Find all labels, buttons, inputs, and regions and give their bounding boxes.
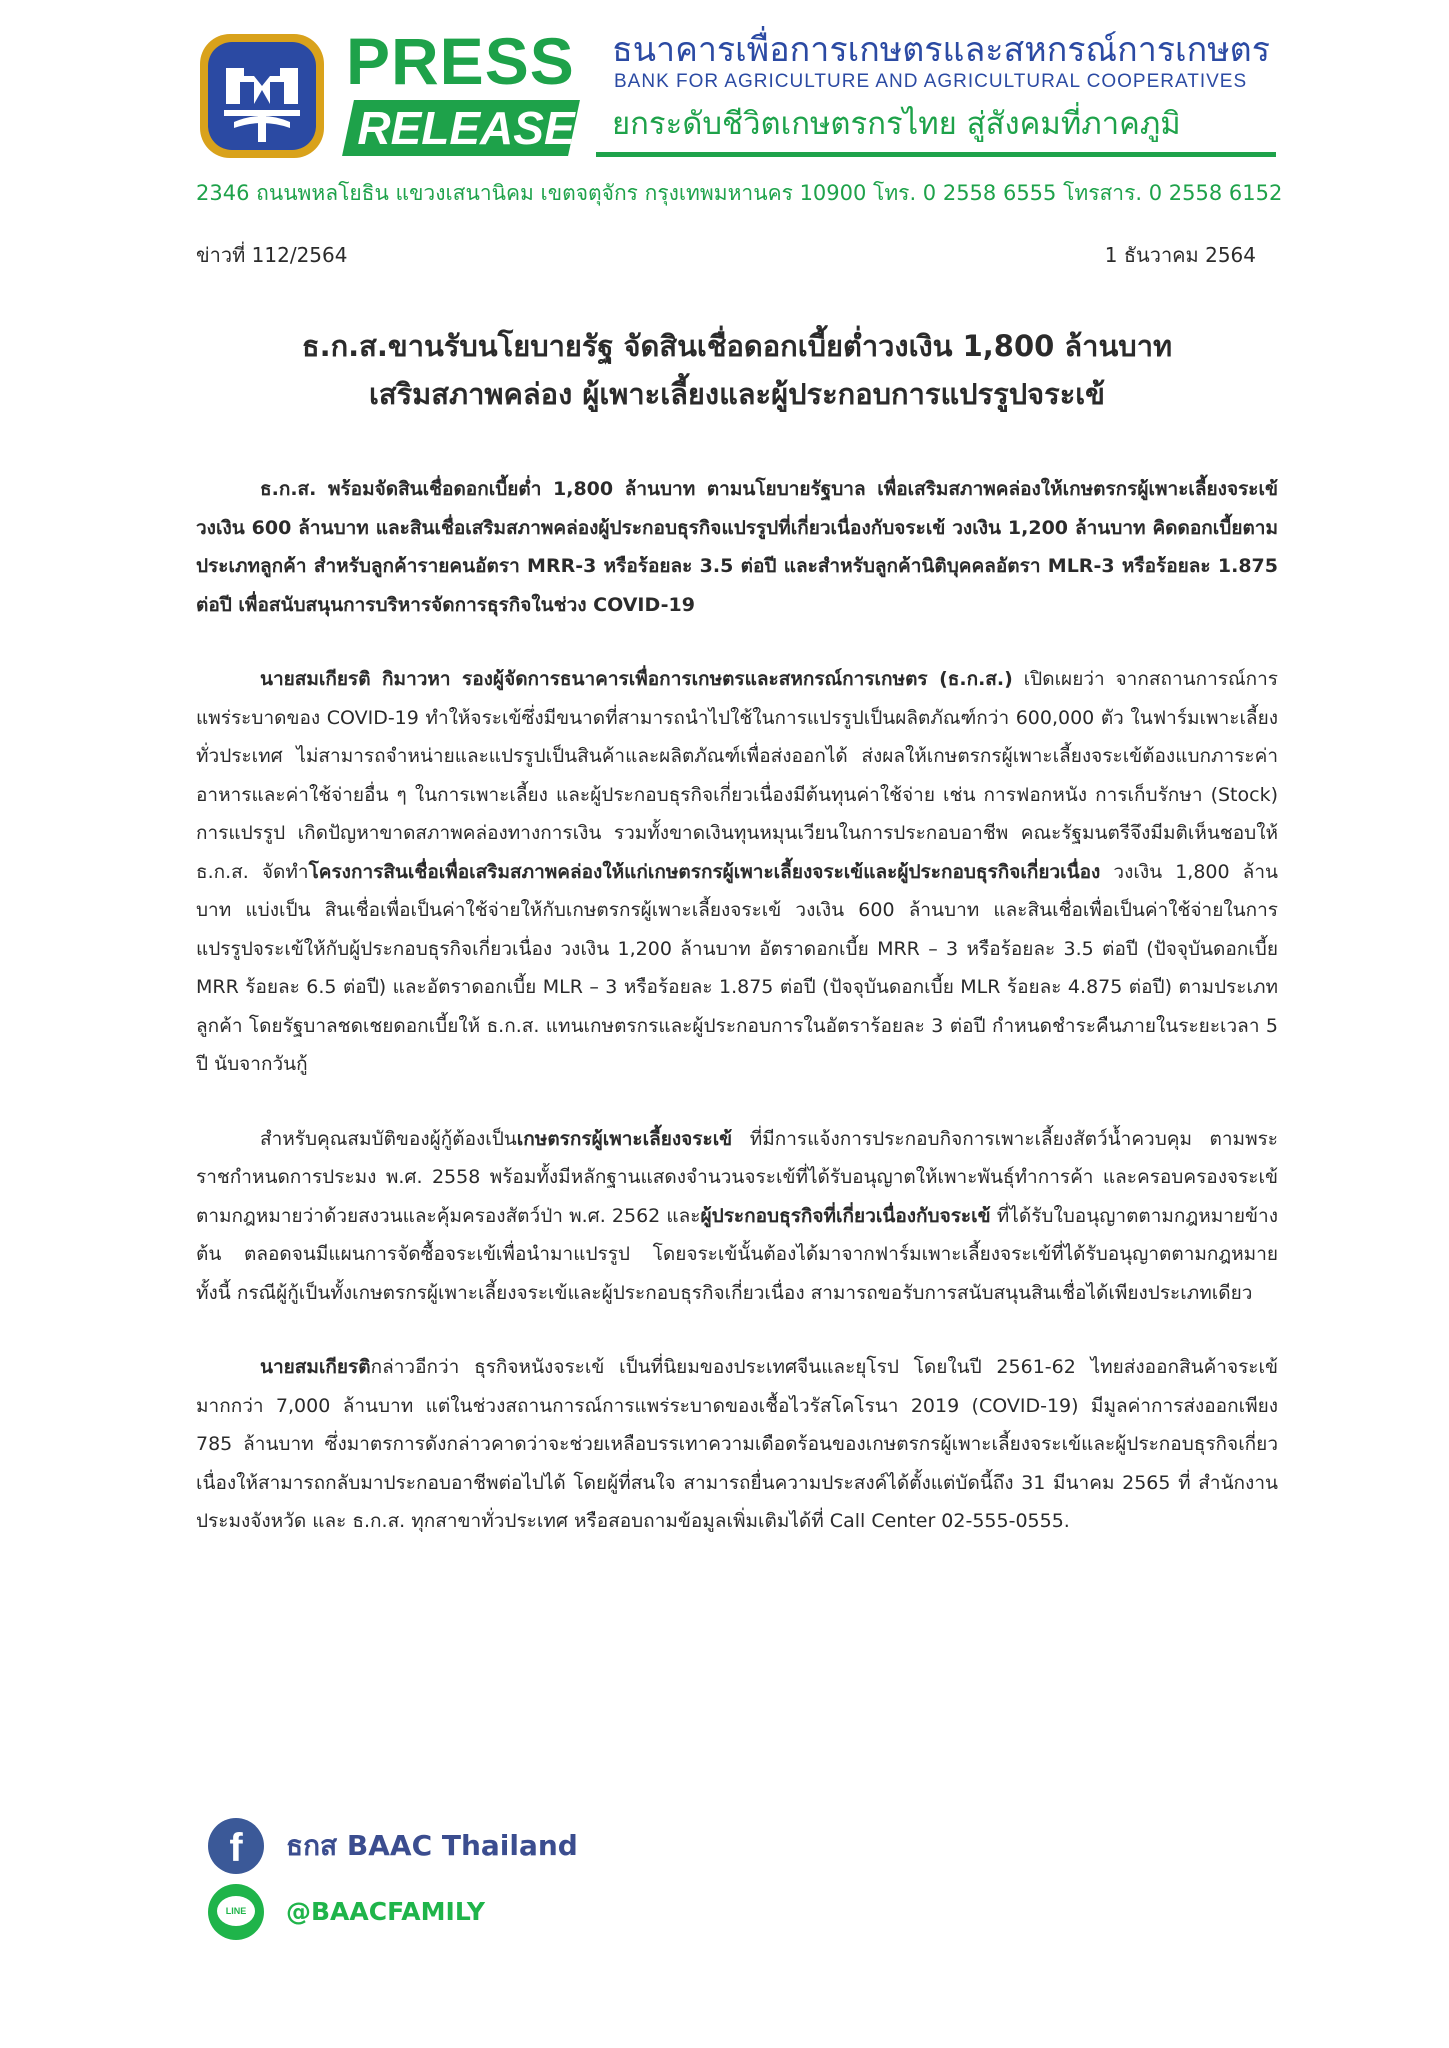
header-divider — [596, 152, 1276, 157]
headline-line-2: เสริมสภาพคล่อง ผู้เพาะเลี้ยงและผู้ประกอบการแปรรูปจระเข้ — [368, 377, 1106, 411]
news-number: ข่าวที่ 112/2564 — [196, 243, 348, 267]
p4-bold-1: นายสมเกียรติ — [260, 1356, 371, 1378]
meta-row — [196, 240, 1278, 270]
facebook-label: ธกส BAAC Thailand — [286, 1829, 578, 1862]
bank-name-thai: ธนาคารเพื่อการเกษตรและสหกรณ์การเกษตร — [612, 30, 1271, 70]
facebook-link[interactable] — [208, 1818, 768, 1878]
release-word: RELEASE — [357, 102, 575, 154]
p2-bold-1: นายสมเกียรติ กิมาวหา รองผู้จัดการธนาคารเพื่อการเกษตรและสหกรณ์การเกษตร (ธ.ก.ส.) — [260, 668, 1013, 690]
p3-text-2: ที่มีการแจ้งการประกอบกิจการเพาะเลี้ยงสัตว์น้ำควบคุม ตามพระราชกำหนดการประมง พ.ศ. 2558 พร้อมทั้งมีหลักฐานแสดงจำนวนจระเข้ที่ได้รับอนุญาตให้เพาะพันธุ์ทำการค้า และครอบครองจระเข้ ตามกฎหมายว่าด้วยสงวนและคุ้มครองสัตว์ป่า พ.ศ. 2562 และ — [196, 1127, 1278, 1227]
address-line: 2346 ถนนพหลโยธิน แขวงเสนานิคม เขตจตุจักร กรุงเทพมหานคร 10900 โทร. 0 2558 6555 โทรสาร. 0 2558 6152 — [196, 181, 1283, 205]
line-label: @BAACFAMILY — [286, 1897, 485, 1926]
paragraph-2 — [196, 660, 1278, 1084]
bank-name-english: BANK FOR AGRICULTURE AND AGRICULTURAL COOPERATIVES — [614, 71, 1248, 92]
press-title — [346, 24, 584, 98]
paragraph-1: ธ.ก.ส. พร้อมจัดสินเชื่อดอกเบี้ยต่ำ 1,800 ล้านบาท ตามนโยบายรัฐบาล เพื่อเสริมสภาพคล่องให้เกษตรกรผู้เพาะเลี้ยงจระเข้ วงเงิน 600 ล้านบาท และสินเชื่อเสริมสภาพคล่องผู้ประกอบธุรกิจแปรรูปที่เกี่ยวเนื่องกับจระเข้ วงเงิน 1,200 ล้านบาท คิดดอกเบี้ยตามประเภทลูกค้า สำหรับลูกค้ารายคนอัตรา MRR-3 หรือร้อยละ 3.5 ต่อปี และสำหรับลูกค้านิติบุคคลอัตรา MLR-3 หรือร้อยละ 1.875 ต่อปี เพื่อสนับสนุนการบริหารจัดการธุรกิจในช่วง COVID-19 — [196, 478, 1278, 616]
p2-text-2: วงเงิน 1,800 ล้านบาท แบ่งเป็น สินเชื่อเพื่อเป็นค่าใช้จ่ายให้กับเกษตรกรผู้เพาะเลี้ยงจระเข้ วงเงิน 600 ล้านบาท และสินเชื่อเพื่อเป็นค่าใช้จ่ายในการแปรรูปจระเข้ให้กับผู้ประกอบธุรกิจเกี่ยวเนื่อง วงเงิน 1,200 ล้านบาท อัตราดอกเบี้ย MRR – 3 หรือร้อยละ 3.5 ต่อปี (ปัจจุบันดอกเบี้ย MRR ร้อยละ 6.5 ต่อปี) และอัตราดอกเบี้ย MLR – 3 หรือร้อยละ 1.875 ต่อปี (ปัจจุบันดอกเบี้ย MLR ร้อยละ 4.875 ต่อปี) ตามประเภทลูกค้า โดยรัฐบาลชดเชยดอกเบี้ยให้ ธ.ก.ส. แทนเกษตรกรและผู้ประกอบการในอัตราร้อยละ 3 ต่อปี กำหนดชำระคืนภายในระยะเวลา 5 ปี นับจากวันกู้ — [196, 860, 1278, 1075]
press-word: PRESS — [346, 24, 575, 98]
headline — [196, 322, 1278, 418]
p2-bold-2: โครงการสินเชื่อเพื่อเสริมสภาพคล่องให้แก่เกษตรกรผู้เพาะเลี้ยงจระเข้และผู้ประกอบธุรกิจเกี่ยวเนื่อง — [308, 860, 1101, 883]
slogan: ยกระดับชีวิตเกษตรกรไทย สู่สังคมที่ภาคภูมิ — [612, 106, 1181, 142]
p3-text-1: สำหรับคุณสมบัติของผู้กู้ต้องเป็น — [260, 1127, 517, 1150]
p3-bold-2: ผู้ประกอบธุรกิจที่เกี่ยวเนื่องกับจระเข้ — [700, 1204, 991, 1227]
p4-text-1: กล่าวอีกว่า ธุรกิจหนังจระเข้ เป็นที่นิยมของประเทศจีนและยุโรป โดยในปี 2561-62 ไทยส่งออกสินค้าจระเข้มากกว่า 7,000 ล้านบาท แต่ในช่วงสถานการณ์การแพร่ระบาดของเชื้อไวรัสโคโรนา 2019 (COVID-19) มีมูลค่าการส่งออกเพียง 785 ล้านบาท ซึ่งมาตรการดังกล่าวคาดว่าจะช่วยเหลือบรรเทาความเดือดร้อนของเกษตรกรผู้เพาะเลี้ยงจระเข้และผู้ประกอบธุรกิจเกี่ยวเนื่องให้สามารถกลับมาประกอบอาชีพต่อไปได้ โดยผู้ที่สนใจ สามารถยื่นความประสงค์ได้ตั้งแต่บัดนี้ถึง 31 มีนาคม 2565 ที่ สำนักงานประมงจังหวัด และ ธ.ก.ส. ทุกสาขาทั่วประเทศ หรือสอบถามข้อมูลเพิ่มเติมได้ที่ Call Center 02-555-0555. — [196, 1356, 1278, 1532]
article-body — [196, 470, 1278, 1577]
headline-line-1: ธ.ก.ส.ขานรับนโยบายรัฐ จัดสินเชื่อดอกเบี้ยต่ำวงเงิน 1,800 ล้านบาท — [301, 329, 1173, 363]
p3-text-3: ที่ได้รับใบอนุญาตตามกฎหมายข้างต้น ตลอดจนมีแผนการจัดซื้อจระเข้เพื่อนำมาแปรรูป โดยจระเข้นั้นต้องได้มาจากฟาร์มเพาะเลี้ยงจระเข้ที่ได้รับอนุญาตตามกฎหมาย ทั้งนี้ กรณีผู้กู้เป็นทั้งเกษตรกรผู้เพาะเลี้ยงจระเข้และผู้ประกอบธุรกิจเกี่ยวเนื่อง สามารถขอรับการสนับสนุนสินเชื่อได้เพียงประเภทเดียว — [196, 1204, 1278, 1304]
baac-logo — [196, 30, 328, 162]
line-icon-glyph: LINE — [225, 1906, 247, 1916]
paragraph-3 — [196, 1120, 1278, 1313]
p2-text-1: เปิดเผยว่า จากสถานการณ์การแพร่ระบาดของ COVID-19 ทำให้จระเข้ซึ่งมีขนาดที่สามารถนำไปใช้ในการแปรรูปเป็นผลิตภัณฑ์กว่า 600,000 ตัว ในฟาร์มเพาะเลี้ยงทั่วประเทศ ไม่สามารถจำหน่ายและแปรรูปเป็นสินค้าและผลิตภัณฑ์เพื่อส่งออกได้ ส่งผลให้เกษตรกรผู้เพาะเลี้ยงจระเข้ต้องแบกภาระค่าอาหารและค่าใช้จ่ายอื่น ๆ ในการเพาะเลี้ยง และผู้ประกอบธุรกิจเกี่ยวเนื่องมีต้นทุนค่าใช้จ่าย เช่น การฟอกหนัง การเก็บรักษา (Stock) การแปรรูป เกิดปัญหาขาดสภาพคล่องทางการเงิน รวมทั้งขาดเงินทุนหมุนเวียนในการประกอบอาชีพ คณะรัฐมนตรีจึงมีมติเห็นชอบให้ ธ.ก.ส. จัดทำ — [196, 668, 1278, 883]
p3-bold-1: เกษตรกรผู้เพาะเลี้ยงจระเข้ — [516, 1127, 733, 1150]
line-link[interactable] — [208, 1884, 768, 1944]
facebook-icon-glyph: f — [229, 1826, 243, 1870]
news-date: 1 ธันวาคม 2564 — [1104, 243, 1256, 267]
paragraph-4 — [196, 1348, 1278, 1541]
